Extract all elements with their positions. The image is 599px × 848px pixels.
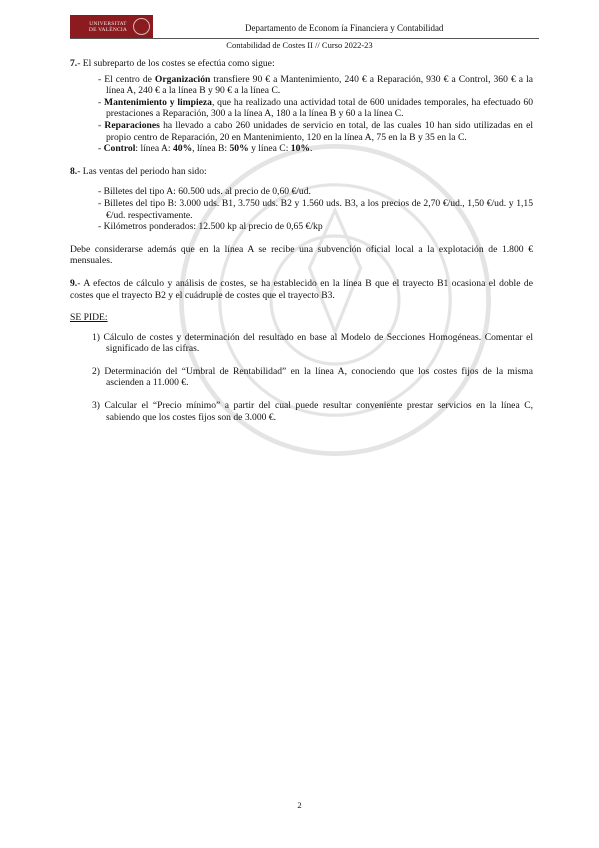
request-item: 1) Cálculo de costes y determinación del resultado en base al Modelo de Secciones Homogéneas. Comentar el significado de las cifras. [92, 331, 533, 355]
university-logo [70, 15, 153, 39]
pct-b: 50% [229, 143, 249, 155]
request-item: 2) Determinación del “Umbral de Rentabilidad” en la línea A, conociendo que los costes fijos de la misma ascienden a 11.000 €. [92, 365, 533, 389]
item-dash: - [98, 143, 104, 155]
item-dash: - [98, 96, 105, 108]
section-number: 8. [70, 165, 78, 177]
item-text: , línea B: [192, 143, 230, 155]
item-bold: Organización [154, 73, 211, 85]
item-text: ha llevado a cabo 260 unidades de servicio en total, de las cuales 10 han sido utilizadas en el propio centro de Reparación, 20 en Mantenimiento, 120 en la línea A, 75 en la B y 35 en la C. [106, 119, 533, 143]
item-bold: Control [103, 143, 136, 155]
section-8-list [70, 186, 533, 232]
item-dash: - [98, 119, 105, 131]
section-8-note: Debe considerarse además que en la línea A se recibe una subvención oficial local a la explotación de 1.800 € mensuales. [70, 243, 533, 267]
section-7-list [70, 74, 533, 155]
seal-icon [133, 18, 150, 35]
section-number: 9. [70, 277, 78, 289]
item-text: y línea C: [248, 143, 291, 155]
list-item: - Billetes del tipo A: 60.500 uds. al precio de 0,60 €/ud. [98, 186, 311, 198]
item-bold: Mantenimiento y limpieza [104, 96, 212, 108]
item-text: : línea A: [135, 143, 173, 155]
document-body [70, 58, 533, 434]
list-item: - Kilómetros ponderados: 12.500 kp al precio de 0,65 €/kp [98, 221, 323, 233]
list-item-mantenimiento [70, 97, 533, 120]
section-8-intro [70, 166, 533, 178]
header-divider [70, 38, 539, 39]
requests-list [70, 332, 533, 424]
department-title: Departamento de Econom ía Financiera y Contabilidad [245, 23, 444, 33]
list-item-organizacion [70, 74, 533, 97]
list-item: - Billetes del tipo B: 3.000 uds. B1, 3.750 uds. B2 y 1.560 uds. B3, a los precios de 2,70 €/ud., 1,50 €/ud. y 1,15 €/ud. respectivamente. [98, 197, 533, 221]
course-subtitle: Contabilidad de Costes II // Curso 2022-23 [226, 40, 373, 50]
logo-text: UNIVERSITAT DE VALÈNCIA [88, 21, 128, 33]
item-dash: - El centro de [98, 73, 155, 85]
section-9 [70, 278, 533, 301]
section-number: 7. [70, 58, 78, 69]
section-text: - Las ventas del periodo han sido: [77, 165, 207, 177]
section-7-intro [70, 58, 533, 70]
item-text: . [309, 143, 313, 155]
item-bold: Reparaciones [104, 119, 160, 131]
item-text: , que ha realizado una actividad total de 600 unidades temporales, ha efectuado 60 prestaciones a Reparación, 300 a la línea A, 180 a la línea B y 60 a la línea C. [106, 96, 534, 120]
section-text: - A efectos de cálculo y análisis de costes, se ha establecido en la línea B que el trayecto B1 ocasiona el doble de costes que el trayecto B2 y el cuádruple de costes que el trayecto B3. [70, 277, 533, 301]
request-item: 3) Calcular el “Precio mínimo” a partir del cual puede resultar conveniente prestar servicios en la línea C, sabiendo que los costes fijos son de 3.000 €. [92, 400, 533, 423]
se-pide-heading: SE PIDE: [70, 312, 108, 324]
page-number: 2 [297, 800, 302, 810]
list-item-control [70, 143, 533, 155]
pct-c: 10% [290, 143, 310, 155]
item-text: transfiere 90 € a Mantenimiento, 240 € a Reparación, 930 € a Control, 360 € a la línea A, 240 € a la línea B y 90 € a la línea C. [106, 73, 534, 97]
section-text: - El subreparto de los costes se efectúa como sigue: [77, 58, 275, 69]
list-item-reparaciones [70, 120, 533, 143]
pct-a: 40% [172, 143, 193, 155]
